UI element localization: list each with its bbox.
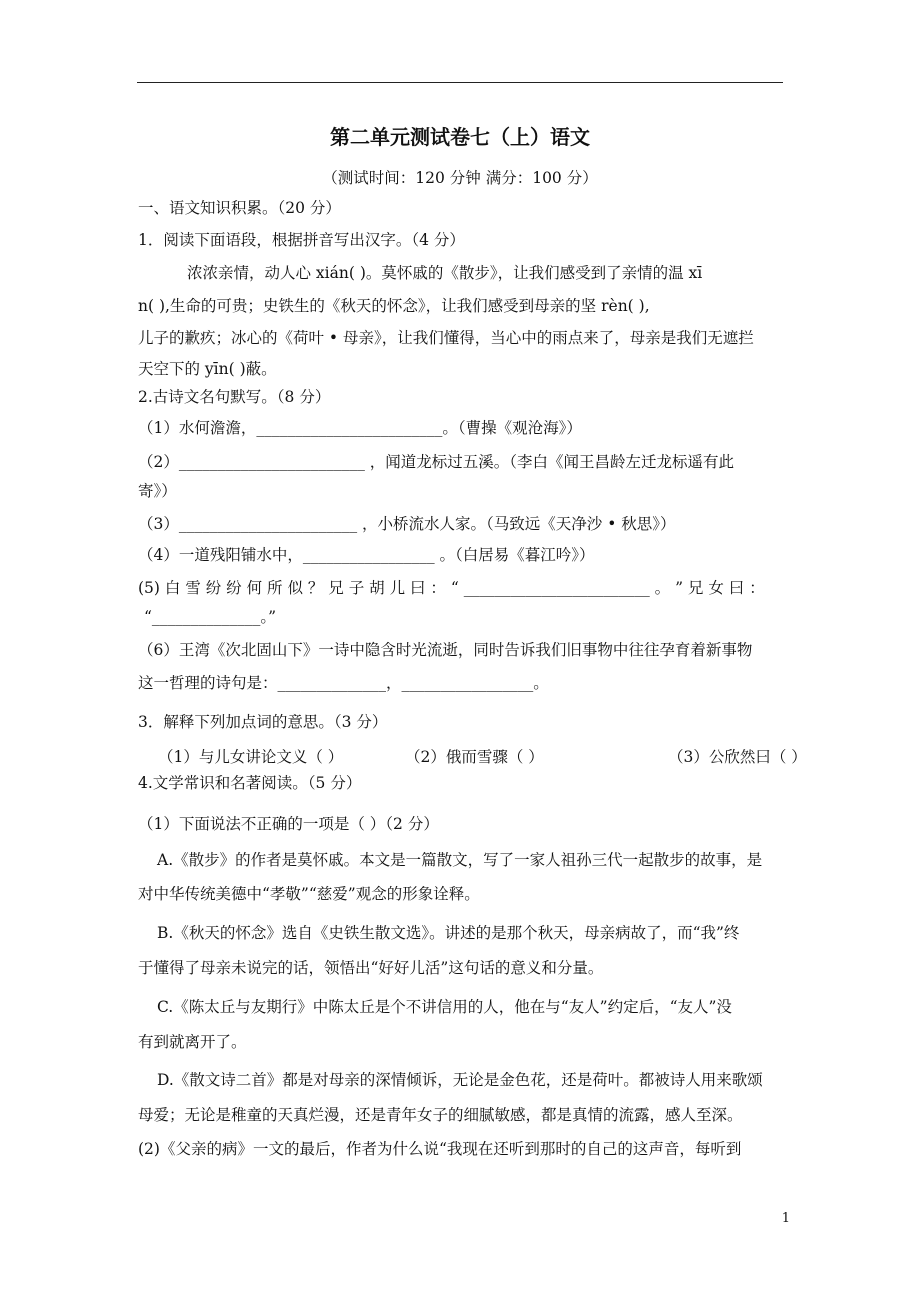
question-1-line-1: 浓浓亲情，动人心 xián( )。莫怀戚的《散步》，让我们感受到了亲情的温 xī: [187, 264, 703, 282]
option-a-line-2: 对中华传统美德中“孝敬”“慈爱”观念的形象诠释。: [138, 885, 480, 903]
option-b-line-1: B.《秋天的怀念》选自《史铁生散文选》。讲述的是那个秋天，母亲病故了，而“我”终: [157, 924, 740, 942]
question-4-sub-2: (2)《父亲的病》一文的最后，作者为什么说“我现在还听到那时的自己的这声音，每听到: [138, 1140, 742, 1158]
question-2-item-2: （2）________________________ ，闻道龙标过五溪。（李白《闻王昌龄左迁龙标遥有此: [138, 453, 735, 471]
page-number: 1: [781, 1211, 790, 1226]
question-1-heading: 1．阅读下面语段，根据拼音写出汉字。（4 分）: [138, 231, 465, 249]
option-d-line-2: 母爱；无论是稚童的天真烂漫，还是青年女子的细腻敏感，都是真情的流露，感人至深。: [138, 1106, 743, 1124]
question-4-sub-1: （1）下面说法不正确的一项是（ ）（2 分）: [138, 815, 439, 833]
option-a-line-1: A.《散步》的作者是莫怀戚。本文是一篇散文，写了一家人祖孙三代一起散步的故事，是: [157, 851, 763, 869]
question-3-item-3: （3）公欣然曰（ ）: [668, 748, 807, 766]
document-title: 第二单元测试卷七（上）语文: [330, 125, 590, 149]
question-2-item-2-cont: 寄》）: [138, 482, 177, 500]
question-3-heading: 3．解释下列加点词的意思。（3 分）: [138, 713, 388, 731]
question-4-heading: 4.文学常识和名著阅读。（5 分）: [138, 774, 362, 792]
option-b-line-2: 于懂得了母亲未说完的话，领悟出“好好儿活”这句话的意义和分量。: [138, 959, 604, 977]
question-3-item-2: （2）俄而雪骤（ ）: [405, 748, 544, 766]
question-2-item-1: （1）水何澹澹，________________________。（曹操《观沧海》）: [138, 419, 582, 437]
question-2-item-4: （4）一道残阳铺水中，_________________ 。（白居易《暮江吟》）: [138, 546, 595, 564]
header-rule: [137, 82, 783, 83]
question-1-line-2: n( ),生命的可贵；史铁生的《秋天的怀念》，让我们感受到母亲的坚 rèn( ),: [138, 297, 650, 315]
question-2-item-6-cont: 这一哲理的诗句是：______________，_________________。: [138, 674, 549, 692]
question-2-heading: 2.古诗文名句默写。（8 分）: [138, 388, 331, 406]
option-c-line-2: 有到就离开了。: [138, 1033, 247, 1051]
question-2-item-5-cont: “______________。”: [144, 608, 277, 626]
question-2-item-3: （3）_______________________ ，小桥流水人家。（马致远《天净沙 • 秋思》）: [138, 515, 676, 533]
option-d-line-1: D.《散文诗二首》都是对母亲的深情倾诉，无论是金色花，还是荷叶。都被诗人用来歌颂: [157, 1071, 763, 1089]
question-1-line-3: 儿子的歉疚；冰心的《荷叶 • 母亲》，让我们懂得，当心中的雨点来了，母亲是我们无遮拦: [138, 329, 754, 347]
option-c-line-1: C.《陈太丘与友期行》中陈太丘是个不讲信用的人，他在与“友人”约定后，“友人”没: [157, 998, 732, 1016]
question-3-item-1: （1）与儿女讲论文义（ ）: [158, 748, 344, 766]
section-heading: 一、语文知识积累。（20 分）: [138, 199, 341, 217]
document-subtitle: （测试时间：120 分钟 满分：100 分）: [322, 169, 598, 187]
question-1-line-4: 天空下的 yīn( )蔽。: [138, 360, 277, 378]
question-2-item-6: （6）王湾《次北固山下》一诗中隐含时光流逝，同时告诉我们旧事物中往往孕育着新事物: [138, 641, 753, 659]
question-2-item-5: (5) 白 雪 纷 纷 何 所 似 ？ 兄 子 胡 儿 曰 ： “ ________________________ 。 ” 兄 女 曰 ：: [138, 579, 765, 597]
